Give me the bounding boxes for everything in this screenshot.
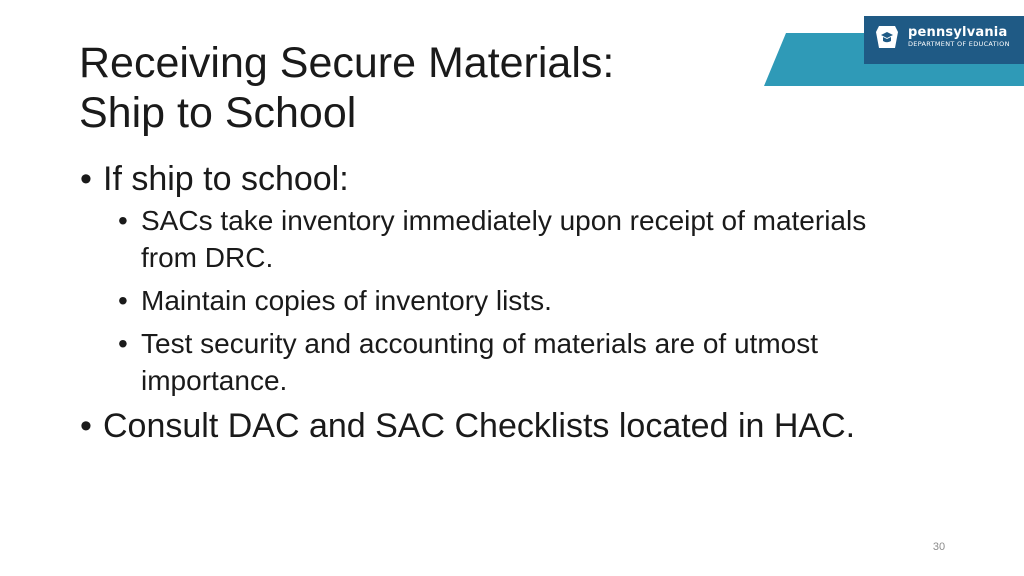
sub-bullet-text: Maintain copies of inventory lists.: [141, 285, 552, 316]
page-number: 30: [932, 541, 946, 553]
logo-name: pennsylvania: [908, 25, 1008, 40]
sub-bullet-item: [80, 202, 900, 276]
sub-bullet-text: Test security and accounting of materials are of utmost importance.: [141, 328, 818, 396]
bullet-dot-icon: •: [80, 407, 92, 445]
sub-bullet-list: [80, 202, 900, 399]
keystone-logo-icon: [874, 24, 900, 50]
department-logo: [908, 25, 1010, 49]
sub-bullet-dot-icon: •: [118, 205, 128, 236]
sub-bullet-dot-icon: •: [118, 328, 128, 359]
bullet-item: [80, 160, 900, 198]
logo-subtitle: DEPARTMENT OF EDUCATION: [908, 40, 1010, 48]
sub-bullet-item: [80, 282, 900, 319]
bullet-item: [80, 407, 900, 445]
slide-title: [79, 38, 759, 138]
bullet-text: Consult DAC and SAC Checklists located in HAC.: [103, 407, 856, 445]
sub-bullet-item: [80, 325, 900, 399]
bullet-dot-icon: •: [80, 160, 92, 198]
slide-body: [80, 160, 900, 445]
title-line-1: Receiving Secure Materials:: [79, 39, 615, 87]
header-banner: [764, 16, 1024, 86]
sub-bullet-dot-icon: •: [118, 285, 128, 316]
bullet-text: If ship to school:: [103, 160, 349, 198]
title-line-2: Ship to School: [79, 89, 357, 137]
sub-bullet-text: SACs take inventory immediately upon receipt of materials from DRC.: [141, 205, 867, 273]
